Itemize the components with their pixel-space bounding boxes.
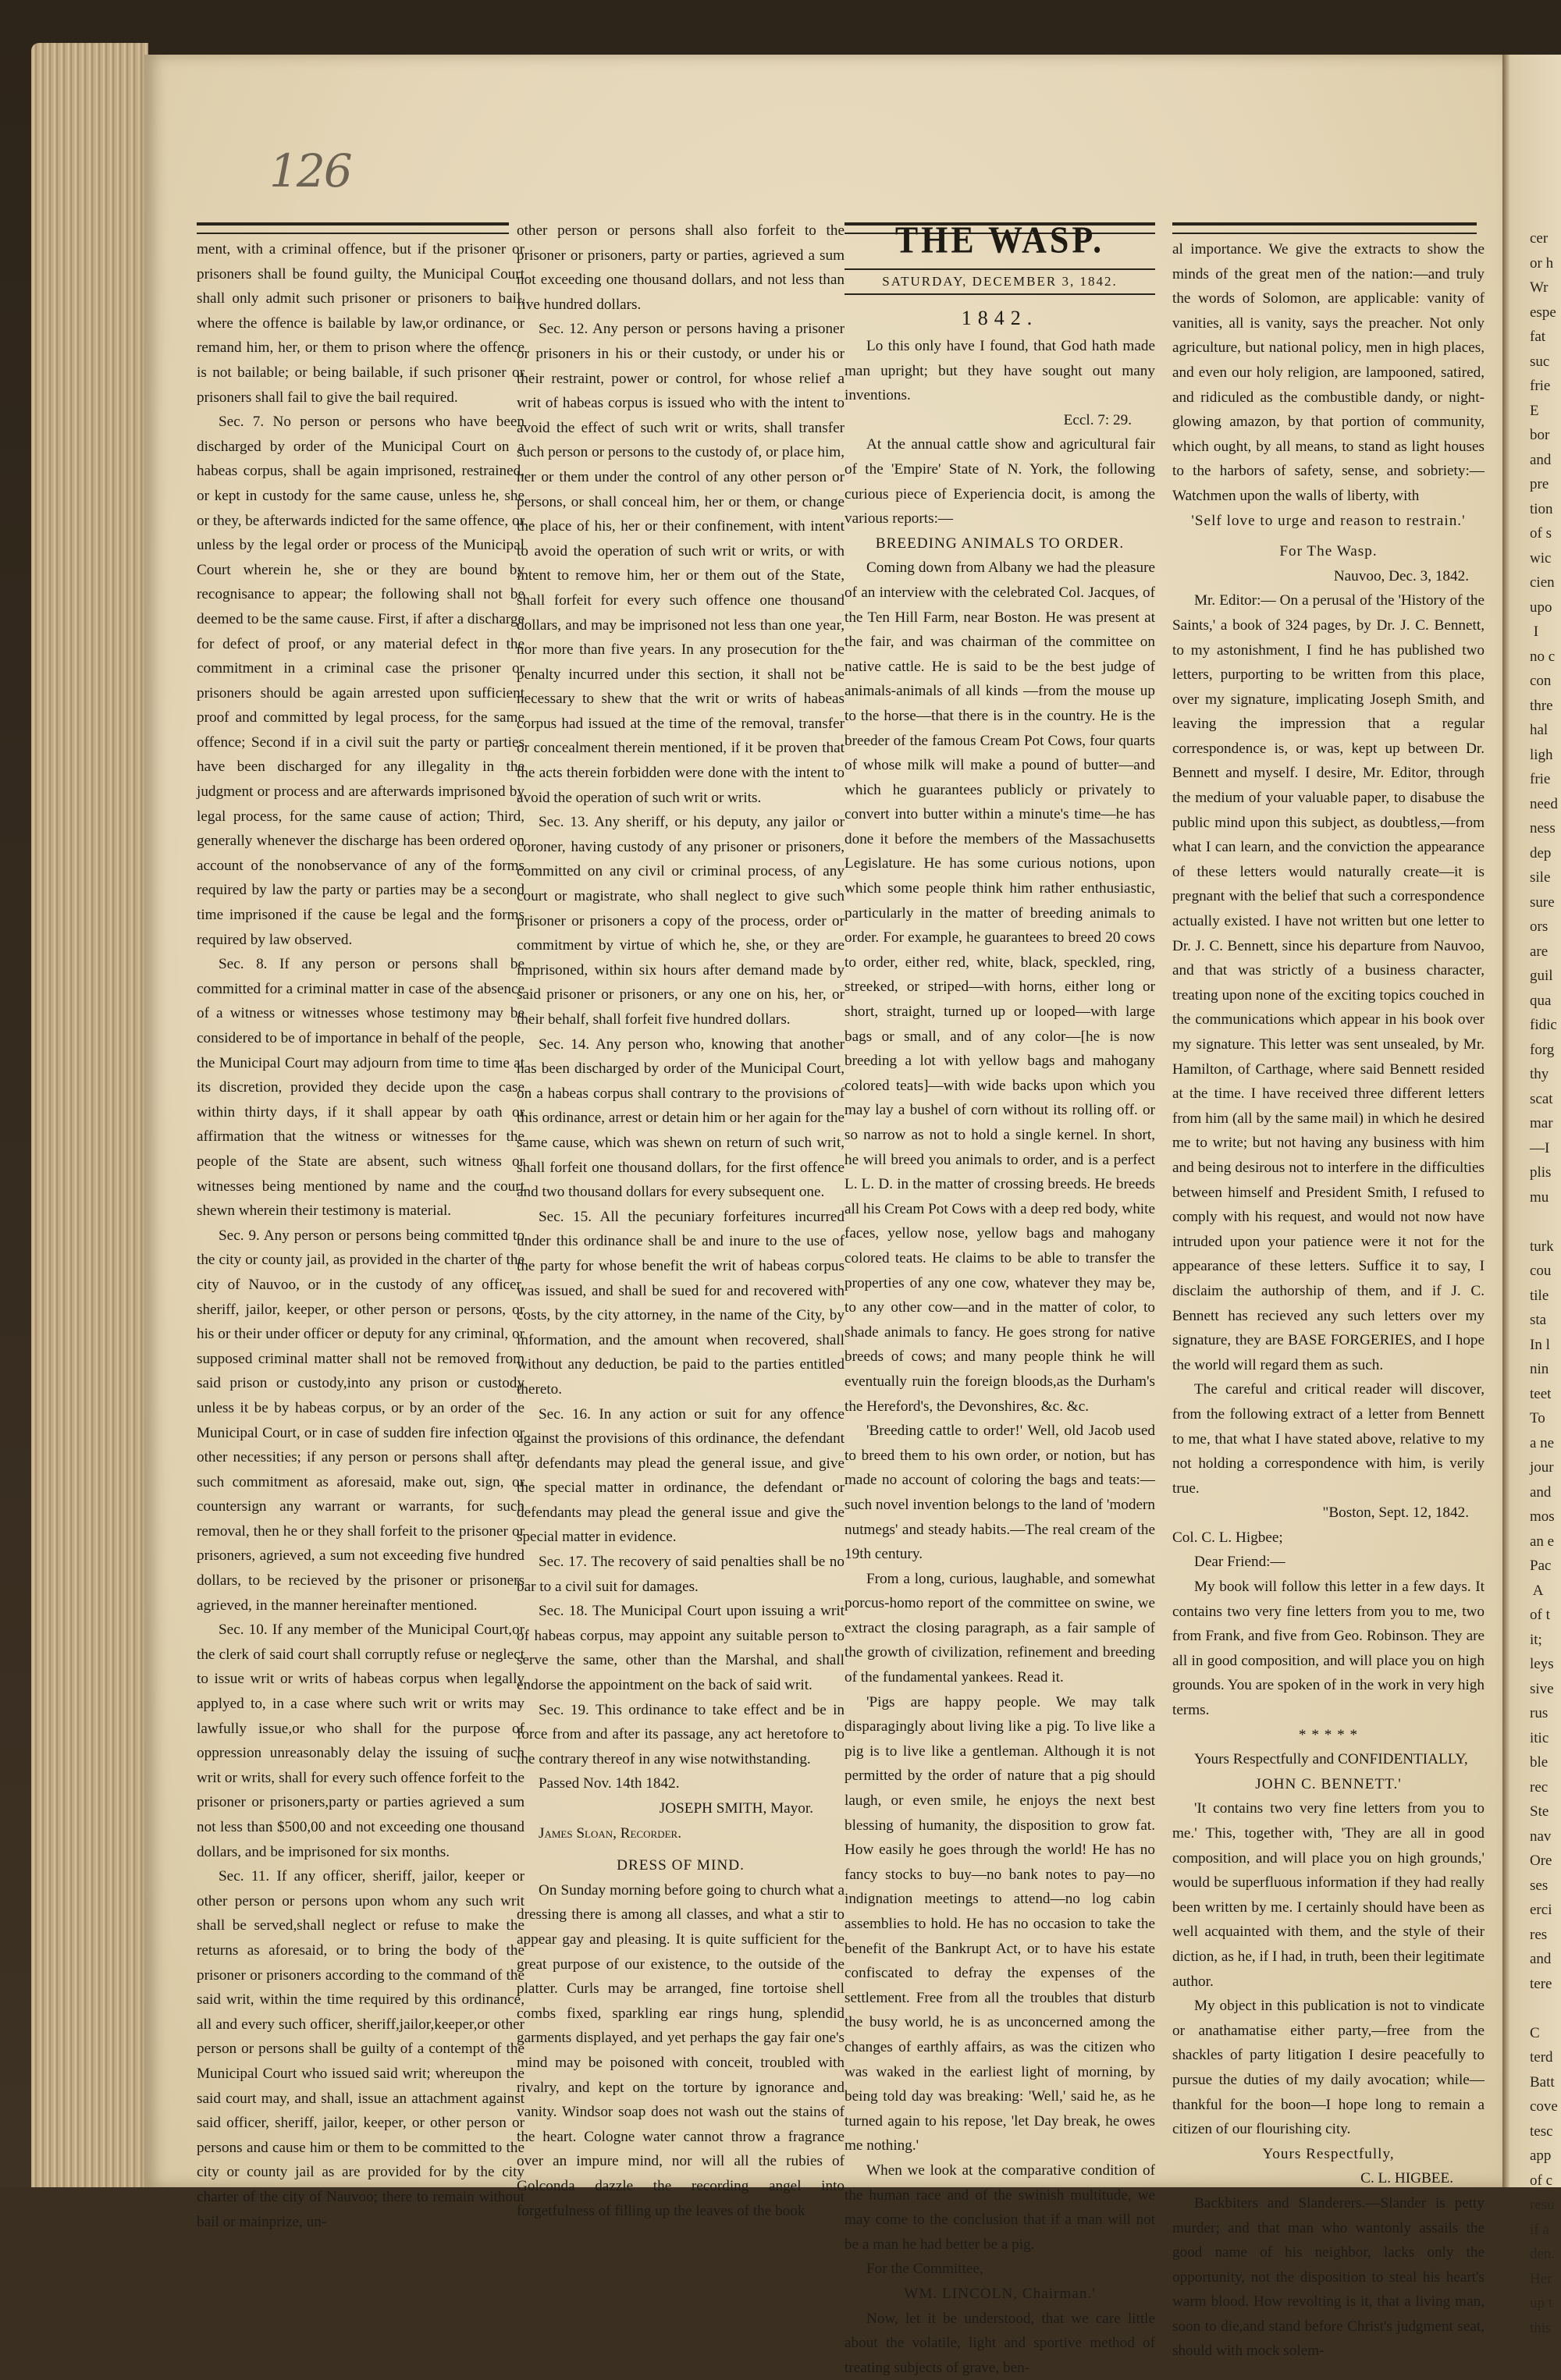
poetic-line: 'Self love to urge and reason to restrain.' [1172,509,1485,534]
bennett-signature: JOHN C. BENNETT.' [1172,1772,1485,1797]
paragraph: The careful and critical reader will discover, from the following extract of a letter from Bennett to me, that what I have stated above, relative to my not holding a correspondence with him, is verily true. [1172,1377,1485,1501]
handwritten-page-number: 126 [269,144,351,197]
letter-closing: Yours Respectfully and CONFIDENTIALLY, [1172,1747,1485,1772]
paragraph: At the annual cattle show and agricultural fair of the 'Empire' State of N. York, the following curious piece of Experiencia docit, is among the various reports:— [845,432,1155,531]
recorder-signature: James Sloan, Recorder. [517,1821,845,1846]
paragraph: Now, let it be understood, that we care little about the volatile, light and sportive method of treating subjects of grave, ben- [845,2307,1155,2380]
paragraph: Mr. Editor:— On a perusal of the 'History of the Saints,' a book of 324 pages, by Dr. J. C. Bennett, to my astonishment, I find he has published two letters, purporting to be written from this place, over my signature, implicating Joseph Smith, and leaving the impression that a regular correspondence is, or was, kept up between Dr. Bennett and myself. I desire, Mr. Editor, through the medium of your valuable paper, to disabuse the public mind upon this subject, as doubtless,—from what I can learn, and the conviction the appearance of these letters would naturally create—it is pregnant with the belief that such a correspondence actually existed. I have not written but one letter to Dr. J. C. Bennett, since his departure from Nauvoo, and that was strictly of a business character, treating upon none of the exciting topics couched in the communications which appear in his book over my signature. This letter was sent unsealed, by Mr. Hamilton, of Carthage, where said Bennett resided at the time. I have received three different letters from him (all by the same mail) in which he desired me to write; but not having any business with him and being desirous not to interfere in the difficulties between himself and President Smith, I refused to comply with his request, and would not now have intruded upon your patience were it not for the appearance of these letters. Suffice it to say, I disclaim the authorship of them, and if J. C. Bennett has recieved any such letters over my signature, they are BASE FORGERIES, and I hope the world will regard them as such. [1172,588,1485,1377]
paragraph: Sec. 11. If any officer, sheriff, jailor, keeper or other person or persons upon whom any such writ shall be served,shall neglect or refuse to make the returns as aforesaid, or to bring the body of the prisoner or prisoners according to the command of the said writ, within the time required by this ordinance, all and every such officer, sheriff,jailor,keeper,or other person or persons shall be guilty of a contempt of the Municipal Court who issued said writ; whereupon the said court may, and shall, issue an attachment against said officer, sheriff, jailor, keeper, or other person or persons and cause him or them to be committed to the city or county jail as are provided for by the city charter of the city of Nauvoo; there to remain without bail or mainprize, un- [197,1864,524,2234]
year-heading: 1842. [845,303,1155,334]
column-1 [197,237,524,2169]
higbee-signature: C. L. HIGBEE. [1172,2166,1485,2191]
paragraph: Sec. 7. No person or persons who have been discharged by order of the Municipal Court on a habeas corpus, shall be again imprisoned, restrained, or kept in custody for the same cause, unless he, she or they, be afterwards indicted for the same offence, or unless by the legal order or process of the Municipal Court wherein he, she or they are bound by recognisance to appear; the following shall not be deemed to be the same cause. First, if after a discharge for defect of proof, or any material defect in the commitment in a criminal case the prisoner or prisoners should be again arrested upon sufficient proof and committed by legal process, for the same offence; Second if in a civil suit the party or parties have been discharged for any illegality in the judgment or process and are afterwards imprisoned by legal process, for the same cause of action; Third, generally whenever the discharge has been ordered on account of the nonobservance of any of the forms required by law the party or parties may be a second time imprisoned if the cause be legal and the forms required by law observed. [197,410,524,952]
paragraph: other person or persons shall also forfeit to the prisoner or prisoners, party or parties, agrieved a sum not exceeding one thousand dollars, and not less than five hundred dollars. [517,218,845,317]
paragraph: Coming down from Albany we had the pleasure of an interview with the celebrated Col. Jacques, of the Ten Hill Farm, near Boston. He was present at the fair, and was chairman of the committee on native cattle. He is said to be the best judge of animals-animals of all kinds —from the mouse up to the horse—that there is in the country. He is the breeder of the famous Cream Pot Cows, four quarts of whose milk will make a pound of butter—and which he guarantees publicly or privately to convert into butter within a minute's time—he has done it before the members of the Massachusetts Legislature. He has some curious notions, upon which some people think him rather enthusiastic, particularly in the matter of breeding animals to order. For example, he guarantees to breed 20 cows to order, either red, white, black, speckled, ring, streeked, or striped—with horns, either long or short, straight, turned up or looped—with large bags or small, and of any color—[he is now breeding a lot with yellow bags and mahogany colored teats]—with wide backs upon which you may lay a bushel of corn without its rolling off. or so narrow as not to hold a single kernel. In short, he will breed you animals to order, and is a perfect L. L. D. in the matter of crossing breeds. He breeds all his Cream Pot Cows with a deep red body, white faces, yellow nose, yellow bags and mahogany colored teats. He claims to be able to transfer the properties of any one cow, whatever they may be, to any other cow—and in the matter of color, to shade animals to fancy. He goes strong for native breeds of cows; and many people think he will eventually ruin the foreign bloods,as the Durham's the Hereford's, the Devonshires, &c. &c. [845,556,1155,1419]
paragraph: Sec. 13. Any sheriff, or his deputy, any jailor or coroner, having custody of any prisoner or prisoners, committed on any civil or criminal process, of any court or magistrate, who shall neglect to give such prisoner or prisoners a copy of the process, order or commitment by virtue of which he, she, or they are imprisoned, within six hours after demand made by said prisoner or prisoners, or any one on his, her, or their behalf, shall forfeit five hundred dollars. [517,810,845,1032]
masthead-dateline: SATURDAY, DECEMBER 3, 1842. [845,268,1155,295]
column-rule-4 [1172,222,1477,234]
paragraph: Sec. 19. This ordinance to take effect and be in force from and after its passage, any act heretofore to the contrary thereof in any wise notwithstanding. [517,1698,845,1772]
paragraph: On Sunday morning before going to church what a dressing there is among all classes, and what a stir to appear gay and pleasing. It is quite sufficient for the great purpose of our existence, to the outside of the platter. Curls may be arranged, fine tortoise shell combs fixed, sparkling ear rings hung, splendid garments displayed, and yet perhaps the gay fair one's mind may be poisoned with conceit, troubled with rivalry, and kept on the torture by ignorance and vanity. Windsor soap does not wash out the stains of the heart. Cologne water cannot throw a fragrance over an impure mind, nor will all the rubies of Golconda dazzle the recording angel into forgetfulness of filling up the leaves of the book [517,1878,845,2223]
paragraph: Backbiters and Slanderers.—Slander is petty murder; and that man who wantonly assails the good name of his neighbor, lacks only the opportunity, not the disposition to steal his heart's warm blood. How revolting is it, that a living man, soon to die,and stand before Christ's judgment seat, should with mock solem- [1172,2191,1485,2364]
paragraph: Sec. 14. Any person who, knowing that another has been discharged by order of the Municipal Court, on a habeas corpus shall contrary to the provisions of this ordinance, arrest or detain him or her again for the same cause, which was shewn on return of such writ, shall forfeit one thousand dollars, for the first offence and two thousand dollars for every subsequent one. [517,1032,845,1205]
masthead-title: THE WASP. [845,216,1155,265]
paragraph: Sec. 16. In any action or suit for any offence against the provisions of this ordinance, the defendant or defendants may plead the general issue, and give the special matter in ordinance, the defendant or defendants may plead the general issue and give the special matter in evidence. [517,1402,845,1551]
paragraph: Sec. 15. All the pecuniary forfeitures incurred under this ordinance shall be and inure to the use of the party for whose benefit the writ of habeas corpus was issued, and shall be sued for and recovered with costs, by the city attorney, in the name of the City, by information, and the amount when recovered, shall without any deduction, be paid to the parties entitled thereto. [517,1205,845,1402]
paragraph: For the Committee, [845,2257,1155,2282]
column-2 [517,218,845,2169]
letter-salutation: Dear Friend:— [1172,1550,1485,1575]
paragraph: Sec. 10. If any member of the Municipal Court,or the clerk of said court shall corruptly refuse or neglect to issue writ or writs of habeas corpus when legally applyed to, in a case where such writ or writs may lawfully issue,or who shall for the purpose of oppression unreasonably delay the issuing of such writ or writs, shall for every such offence forfeit to the prisoner or prisoners,party or parties agrieved a sum not less than $500,00 and not exceeding one thousand dollars, and be imprisoned for six months. [197,1618,524,1864]
yours-respectfully: Yours Respectfully, [1172,2142,1485,2167]
paragraph: 'It contains two very fine letters from you to me.' This, together with, 'They are all in good composition, and will place you on high grounds,' would be superfluous information if they had really been written by me. I certainly should have been as well acquainted with them, and the style of their diction, as he, if I had, in truth, been their legitimate author. [1172,1796,1485,1994]
letter-addressee: Col. C. L. Higbee; [1172,1526,1485,1551]
paragraph: When we look at the comparative condition of the human race and of the swinish multitude, we may come to the conclusion that if a man will not be a man he had better be a pig. [845,2158,1155,2257]
passed-date: Passed Nov. 14th 1842. [517,1771,845,1796]
scripture-quote: Lo this only have I found, that God hath made man upright; but they have sought out many inventions. [845,334,1155,408]
paragraph: Sec. 17. The recovery of said penalties shall be no bar to a civil suit for damages. [517,1550,845,1599]
dress-of-mind-heading: DRESS OF MIND. [517,1853,845,1878]
omission-stars: * * * * * [1172,1723,1485,1748]
paragraph: 'Breeding cattle to order!' Well, old Jacob used to breed them to his own order, or notion, but has made no account of coloring the bags and teats:—such novel invention belongs to the land of 'modern nutmegs' and steady habits.—The real cream of the 19th century. [845,1419,1155,1567]
facing-page-text-fragments: cer or h Wr espe fat suc frie E bor and pre tion of s wic cien upo I no c con thre hal ligh frie need ness dep sile sure ors are guil qua fidic forg thy scat mar —I plis mu turk cou tile sta In l nin teet To a ne jour and mos an e Pac A of t it; leys sive rus itic ble rec Ste nav Ore ses erci res and tere C terd Batt cove tesc app of c resu if a den. Her up t this [1530,226,1561,2340]
scripture-reference: Eccl. 7: 29. [845,408,1155,433]
paragraph: Sec. 18. The Municipal Court upon issuing a writ of habeas corpus, may appoint any suitable person to serve the same, other than the Marshal, and shall endorse the appointment on the back of said writ. [517,1599,845,1697]
paragraph: 'Pigs are happy people. We may talk disparagingly about living like a pig. To live like a pig is to live like a gentleman. Although it is not permitted by the order of nature that a pig should laugh, or even smile, he enjoys the next best blessing of humanity, the disposition to grow fat. How easily he goes through the world! He has no fancy stocks to buy—no bank notes to pay—no indignation meetings to attend—no log cabin assemblies to hold. He has no occasion to take the benefit of the Bankrupt Act, or to have his estate confiscated to defray the expenses of the settlement. Free from all the troubles that disturb the busy world, he is as unconcerned among the changes of earthly affairs, as was the citizen who was waked in the earliest light of morning, by being told day was breaking: 'Well,' said he, as he turned again to his repose, 'let Day break, he owes me nothing.' [845,1690,1155,2158]
breeding-heading: BREEDING ANIMALS TO ORDER. [845,531,1155,556]
for-the-wasp: For The Wasp. [1172,539,1485,564]
column-3 [845,215,1155,2170]
boston-dateline: "Boston, Sept. 12, 1842. [1172,1501,1485,1526]
mayor-signature: JOSEPH SMITH, Mayor. [517,1796,845,1821]
paragraph: ment, with a criminal offence, but if the prisoner or prisoners shall be found guilty, the Municipal Court shall only admit such prisoner or prisoners to bail, where the offence is bailable by law,or ordinance, or remand him, her, or them to prison where the offence is not bailable; or being bailable, if such prisoner or prisoners shall fail to give the bail required. [197,237,524,410]
column-rule-1 [197,222,509,234]
paragraph: My object in this publication is not to vindicate or anathamatise either party,—free from the shackles of party litigation I desire peacefully to pursue the duties of my daily avocation; while—thankful for the boon—I hope long to remain a citizen of our flourishing city. [1172,1994,1485,2142]
paragraph: Sec. 12. Any person or persons having a prisoner or prisoners in his or their custody, or under his or their restraint, power or control, for whose relief a writ of habeas corpus is issued who with the intent to avoid the effect of such writ or writs, shall transfer such person or persons to the custody of, or place him, her or them under the control of any other person or persons, or shall conceal him, her or them, or change the place of his, her or their confinement, with intent to avoid the operation of such writ or writs, or with intent to remove him, her or them out of the State, shall forfeit for every such offence one thousand dollars, and may be imprisoned not less than one year, nor more than five years. In any prosecution for the penalty incurred under this section, it shall not be necessary to shew that the writ or writs of habeas corpus had issued at the time of the removal, transfer or concealment therein mentioned, if it be proven that the acts therein forbidden were done with the intent to avoid the operation of such writ or writs. [517,317,845,810]
paragraph: My book will follow this letter in a few days. It contains two very fine letters from you to me, two from Frank, and five from Geo. Robinson. They are all in good composition, and will place you on high grounds. You are spoken of in the work in very high terms. [1172,1575,1485,1723]
paragraph: Sec. 8. If any person or persons shall be committed for a criminal matter in case of the absence of a witness or witnesses whose testimony may be considered to be of importance in behalf of the people, the Municipal Court may adjourn from time to time at its discretion, provided they decide upon the case within thirty days, if it shall appear by oath or affirmation that the witness or witnesses for the people of the State are absent, such witness or witnesses being mentioned by name and the court shewn wherein their testimony is material. [197,952,524,1224]
chairman-signature: WM. LINCOLN, Chairman.' [845,2282,1155,2307]
paragraph: From a long, curious, laughable, and somewhat porcus-homo report of the committee on swine, we extract the closing paragraph, as a fair sample of the growth of civilization, refinement and breeding of the fundamental yankees. Read it. [845,1567,1155,1690]
paragraph: al importance. We give the extracts to show the minds of the great men of the nation:—and truly the words of Solomon, are applicable: vanity of vanities, all is vanity, says the preacher. Not only agriculture, but national policy, men in high places, and even our holy religion, are lampooned, satired, and ridiculed as the combustible dandy, or night-glowing amazon, by that portion of community, which ought, by all means, to stand as light houses to the harbors of safety, sense, and sobriety:—Watchmen upon the walls of liberty, with [1172,237,1485,509]
letter-dateline: Nauvoo, Dec. 3, 1842. [1172,564,1485,589]
paragraph: Sec. 9. Any person or persons being committed to the city or county jail, as provided in the charter of the city of Nauvoo, or in the custody of any officer, sheriff, jailor, keeper, or other person or persons, or his or their under officer or deputy for any criminal, or supposed criminal matter shall not be removed from said prison or custody,into any prison or custody unless it be by habeas corpus, or by an order of the Municipal Court, or in case of sudden fire infection or other necessities; if any person or persons shall after such commitment as aforesaid, make out, sign, or countersign any warrant or warrants, for such removal, then he or they shall forfeit to the prisoner or prisoners, agrieved, a sum not exceeding five hundred dollars, to be recieved by the prisoner or prisoners agrieved, in the manner hereinafter mentioned. [197,1224,524,1618]
column-4 [1172,237,1485,2169]
book-page-edges [31,43,148,2187]
